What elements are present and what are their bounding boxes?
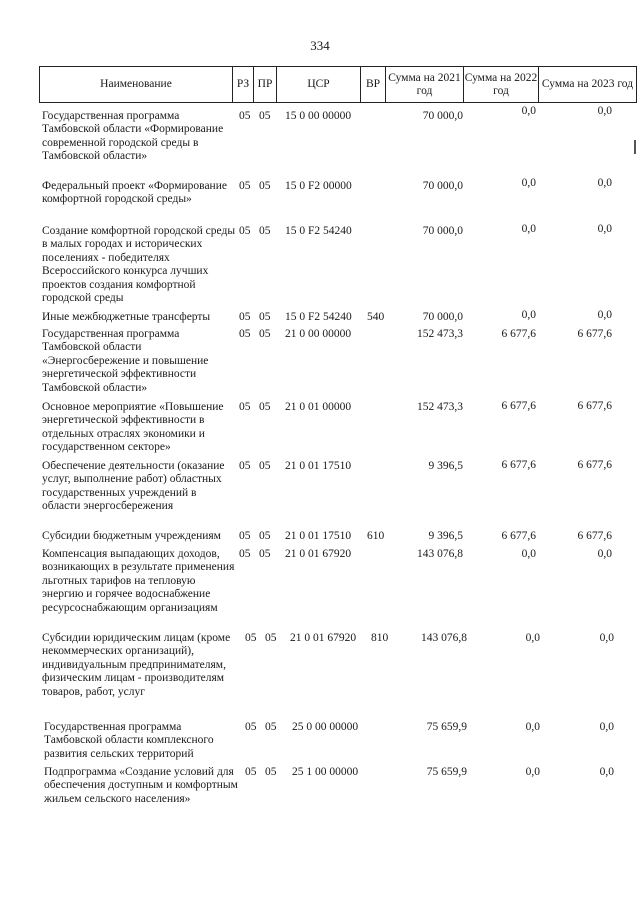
row-sum-2023: 0,0: [599, 632, 614, 644]
row-rz: 05: [239, 110, 251, 122]
row-rz: 05: [239, 530, 251, 542]
row-sum-2022: 0,0: [525, 766, 540, 778]
row-name: Подпрограмма «Создание условий для обеспечения доступным и комфортным жильем сельского населения»: [44, 766, 238, 805]
row-sum-2022: 0,0: [521, 548, 536, 560]
row-csr: 21 0 01 17510: [285, 460, 352, 472]
row-pr: 05: [259, 110, 271, 122]
row-sum-2023: 0,0: [599, 721, 614, 733]
row-sum-2022: 0,0: [525, 721, 540, 733]
page-number: 334: [310, 38, 330, 53]
row-csr: 21 0 01 67920: [290, 632, 357, 644]
row-rz: 05: [239, 548, 251, 560]
row-sum-2023: 6 677,6: [577, 530, 612, 542]
header-name: Наименование: [39, 67, 232, 102]
row-pr: 05: [265, 721, 277, 733]
row-pr: 05: [259, 180, 271, 192]
row-sum-2023: 0,0: [597, 177, 612, 189]
row-name: Федеральный проект «Формирование комфортной городской среды»: [42, 180, 227, 206]
row-sum-2023: 0,0: [597, 548, 612, 560]
row-name: Компенсация выпадающих доходов, возникающих в результате применения льготных тарифов на тепловую энергию и горячее водоснабжение ресурсоснабжающим организациям: [42, 548, 235, 614]
header-rz: РЗ: [232, 67, 253, 102]
header-sum-2021: Сумма на 2021 год: [385, 67, 463, 102]
row-sum-2021: 70 000,0: [422, 110, 463, 122]
row-rz: 05: [239, 328, 251, 340]
row-pr: 05: [265, 766, 277, 778]
row-csr: 21 0 01 67920: [285, 548, 352, 560]
row-name: Основное мероприятие «Повышение энергетической эффективности в отдельных отраслях экономики и государственном секторе»: [42, 401, 224, 454]
row-name: Иные межбюджетные трансферты: [42, 311, 211, 323]
row-sum-2021: 152 473,3: [417, 401, 463, 413]
row-csr: 15 0 00 00000: [285, 110, 352, 122]
row-pr: 05: [259, 401, 271, 413]
row-sum-2022: 6 677,6: [501, 530, 536, 542]
row-name: Субсидии бюджетным учреждениям: [42, 530, 221, 542]
row-sum-2021: 75 659,9: [426, 721, 467, 733]
row-rz: 05: [245, 721, 257, 733]
row-name: Обеспечение деятельности (оказание услуг, выполнение работ) областных государственных учреждений в области энергосбережения: [42, 460, 225, 513]
row-sum-2023: 6 677,6: [577, 328, 612, 340]
row-sum-2021: 9 396,5: [428, 460, 463, 472]
table-header: [39, 66, 637, 103]
row-sum-2022: 0,0: [521, 309, 536, 321]
row-sum-2022: 0,0: [521, 223, 536, 235]
row-csr: 15 0 F2 00000: [285, 180, 352, 192]
row-sum-2023: 0,0: [597, 105, 612, 117]
row-pr: 05: [265, 632, 277, 644]
header-pr: ПР: [253, 67, 276, 102]
row-name: Субсидии юридическим лицам (кроме некоммерческих организаций), индивидуальным предпринимателям, физическим лицам - производителям товаров, работ, услуг: [42, 632, 231, 698]
row-sum-2022: 6 677,6: [501, 400, 536, 412]
row-sum-2021: 152 473,3: [417, 328, 463, 340]
row-csr: 15 0 F2 54240: [285, 225, 352, 237]
row-vr: 610: [367, 530, 385, 542]
row-sum-2023: 0,0: [597, 223, 612, 235]
header-sum-2022: Сумма на 2022 год: [463, 67, 538, 102]
row-rz: 05: [245, 632, 257, 644]
row-name: Государственная программа Тамбовской области «Энергосбережение и повышение энергетической эффективности Тамбовской области»: [42, 328, 209, 394]
row-sum-2022: 6 677,6: [501, 328, 536, 340]
row-sum-2021: 70 000,0: [422, 311, 463, 323]
row-sum-2023: 0,0: [597, 309, 612, 321]
row-name: Создание комфортной городской среды в малых городах и исторических поселениях - победителях Всероссийского конкурса лучших проектов создания комфортной городской среды: [42, 225, 236, 305]
row-sum-2022: 0,0: [521, 177, 536, 189]
header-sum-2023: Сумма на 2023 год: [538, 67, 637, 102]
row-rz: 05: [239, 401, 251, 413]
row-vr: 540: [367, 311, 385, 323]
row-sum-2023: 6 677,6: [577, 459, 612, 471]
row-sum-2021: 70 000,0: [422, 225, 463, 237]
row-csr: 25 1 00 00000: [292, 766, 359, 778]
row-csr: 21 0 00 00000: [285, 328, 352, 340]
row-csr: 21 0 01 17510: [285, 530, 352, 542]
row-rz: 05: [239, 311, 251, 323]
row-name: Государственная программа Тамбовской области «Формирование современной городской среды в Тамбовской области»: [42, 110, 224, 163]
row-rz: 05: [239, 225, 251, 237]
row-rz: 05: [239, 180, 251, 192]
row-vr: 810: [371, 632, 389, 644]
row-pr: 05: [259, 548, 271, 560]
row-sum-2021: 75 659,9: [426, 766, 467, 778]
row-sum-2023: 6 677,6: [577, 400, 612, 412]
row-pr: 05: [259, 311, 271, 323]
row-sum-2022: 0,0: [525, 632, 540, 644]
row-sum-2021: 143 076,8: [421, 632, 467, 644]
row-csr: 15 0 F2 54240: [285, 311, 352, 323]
row-name: Государственная программа Тамбовской области комплексного развития сельских территорий: [44, 721, 214, 760]
row-pr: 05: [259, 225, 271, 237]
row-sum-2021: 9 396,5: [428, 530, 463, 542]
row-sum-2021: 70 000,0: [422, 180, 463, 192]
header-vr: ВР: [360, 67, 385, 102]
row-pr: 05: [259, 530, 271, 542]
row-pr: 05: [259, 460, 271, 472]
scan-edge-mark: [634, 140, 636, 154]
row-sum-2021: 143 076,8: [417, 548, 463, 560]
row-pr: 05: [259, 328, 271, 340]
row-sum-2022: 6 677,6: [501, 459, 536, 471]
row-sum-2022: 0,0: [521, 105, 536, 117]
row-sum-2023: 0,0: [599, 766, 614, 778]
row-csr: 21 0 01 00000: [285, 401, 352, 413]
row-rz: 05: [239, 460, 251, 472]
header-csr: ЦСР: [276, 67, 360, 102]
row-rz: 05: [245, 766, 257, 778]
row-csr: 25 0 00 00000: [292, 721, 359, 733]
